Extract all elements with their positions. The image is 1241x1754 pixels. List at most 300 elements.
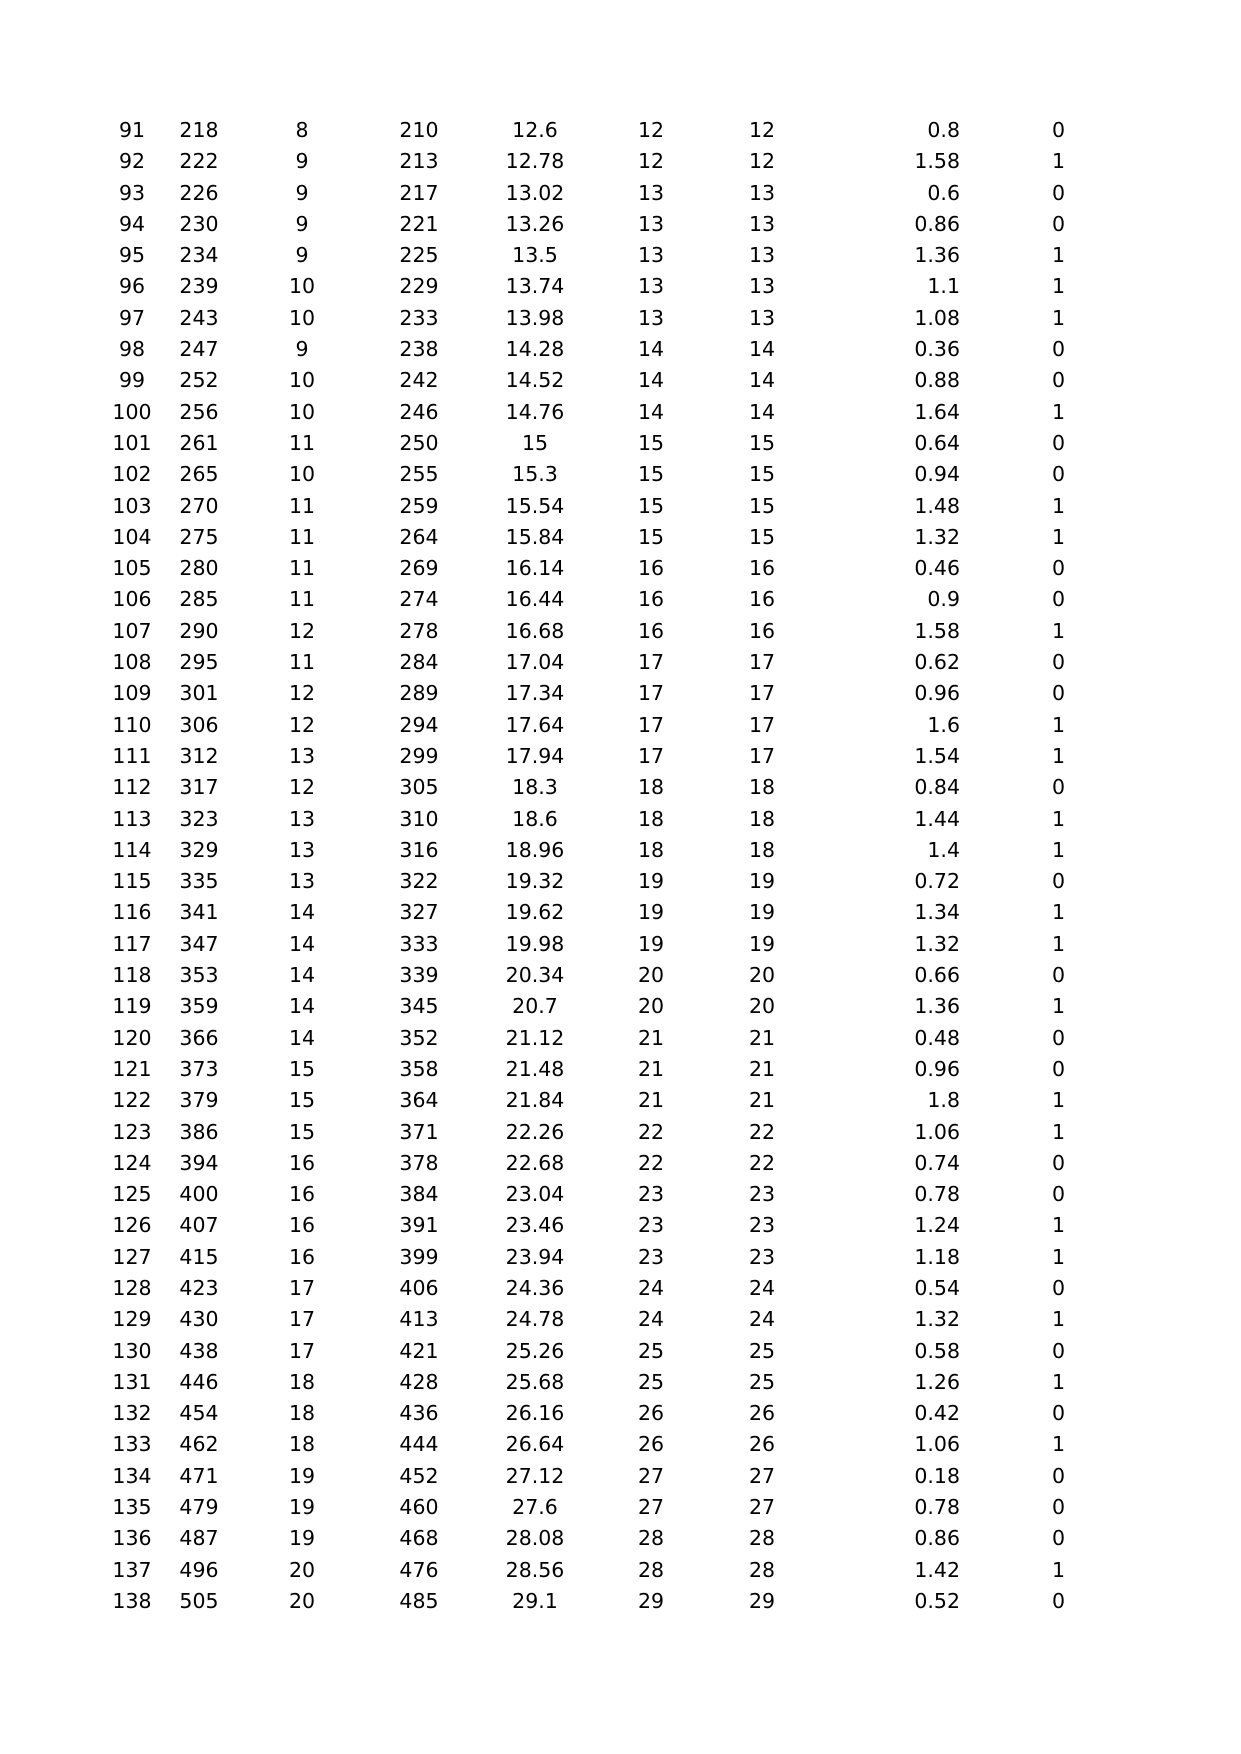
cell-col-flag: 0 [1051, 681, 1065, 706]
table-row [100, 1367, 1065, 1398]
cell-col-g: 18 [748, 806, 776, 831]
cell-col-flag: 0 [1051, 1338, 1065, 1363]
cell-col-flag: 1 [1051, 1432, 1065, 1457]
cell-col-c: 19 [288, 1526, 316, 1551]
cell-col-d: 333 [399, 931, 439, 956]
cell-row-index: 96 [118, 274, 146, 299]
table-row [100, 553, 1065, 584]
cell-col-d: 238 [399, 337, 439, 362]
cell-col-h: 0.78 [914, 1182, 960, 1207]
cell-col-b: 301 [179, 681, 219, 706]
cell-col-f: 16 [637, 556, 665, 581]
cell-col-h: 1.36 [914, 243, 960, 268]
cell-col-c: 19 [288, 1463, 316, 1488]
cell-col-flag: 0 [1051, 430, 1065, 455]
cell-col-g: 21 [748, 1025, 776, 1050]
cell-col-g: 16 [748, 556, 776, 581]
cell-col-d: 468 [399, 1526, 439, 1551]
cell-col-h: 0.72 [914, 869, 960, 894]
cell-col-b: 243 [179, 305, 219, 330]
cell-col-g: 13 [748, 180, 776, 205]
cell-col-d: 345 [399, 994, 439, 1019]
cell-col-f: 18 [637, 775, 665, 800]
cell-col-d: 352 [399, 1025, 439, 1050]
cell-col-c: 12 [288, 712, 316, 737]
cell-row-index: 111 [112, 743, 152, 768]
cell-col-flag: 0 [1051, 650, 1065, 675]
cell-col-flag: 0 [1051, 1526, 1065, 1551]
cell-row-index: 104 [112, 524, 152, 549]
cell-col-d: 428 [399, 1369, 439, 1394]
table-row [100, 365, 1065, 396]
cell-col-g: 29 [748, 1588, 776, 1613]
cell-col-d: 339 [399, 963, 439, 988]
cell-col-f: 14 [637, 399, 665, 424]
cell-col-c: 16 [288, 1182, 316, 1207]
cell-col-b: 423 [179, 1275, 219, 1300]
cell-col-g: 18 [748, 775, 776, 800]
cell-col-g: 17 [748, 650, 776, 675]
cell-col-c: 20 [288, 1588, 316, 1613]
cell-col-e: 20.34 [505, 963, 565, 988]
cell-col-f: 23 [637, 1182, 665, 1207]
cell-row-index: 128 [112, 1275, 152, 1300]
cell-col-h: 1.44 [914, 806, 960, 831]
cell-col-flag: 1 [1051, 618, 1065, 643]
cell-col-e: 14.28 [505, 337, 565, 362]
cell-col-f: 23 [637, 1244, 665, 1269]
cell-col-b: 394 [179, 1150, 219, 1175]
cell-col-f: 17 [637, 650, 665, 675]
cell-col-c: 10 [288, 305, 316, 330]
cell-col-f: 15 [637, 462, 665, 487]
cell-col-g: 13 [748, 211, 776, 236]
cell-col-d: 421 [399, 1338, 439, 1363]
cell-col-f: 27 [637, 1463, 665, 1488]
cell-col-d: 413 [399, 1307, 439, 1332]
cell-col-g: 13 [748, 305, 776, 330]
cell-col-g: 20 [748, 994, 776, 1019]
cell-col-e: 24.78 [505, 1307, 565, 1332]
cell-col-c: 12 [288, 618, 316, 643]
cell-col-f: 23 [637, 1213, 665, 1238]
table-row [100, 866, 1065, 897]
cell-col-flag: 1 [1051, 149, 1065, 174]
cell-col-g: 19 [748, 931, 776, 956]
cell-col-g: 15 [748, 493, 776, 518]
table-row [100, 1148, 1065, 1179]
cell-col-c: 14 [288, 994, 316, 1019]
cell-row-index: 109 [112, 681, 152, 706]
cell-col-flag: 0 [1051, 1495, 1065, 1520]
cell-col-b: 400 [179, 1182, 219, 1207]
table-row [100, 303, 1065, 334]
cell-col-b: 496 [179, 1557, 219, 1582]
cell-col-h: 1.24 [914, 1213, 960, 1238]
cell-col-g: 24 [748, 1275, 776, 1300]
table-row [100, 1273, 1065, 1304]
cell-col-e: 17.34 [505, 681, 565, 706]
table-row [100, 710, 1065, 741]
cell-col-g: 18 [748, 837, 776, 862]
cell-col-flag: 1 [1051, 900, 1065, 925]
table-row [100, 960, 1065, 991]
cell-col-c: 14 [288, 931, 316, 956]
cell-col-h: 0.54 [914, 1275, 960, 1300]
table-row [100, 804, 1065, 835]
cell-col-g: 22 [748, 1150, 776, 1175]
cell-col-d: 305 [399, 775, 439, 800]
table-row [100, 397, 1065, 428]
cell-col-flag: 0 [1051, 1150, 1065, 1175]
cell-col-e: 16.44 [505, 587, 565, 612]
cell-col-h: 1.26 [914, 1369, 960, 1394]
cell-col-f: 18 [637, 806, 665, 831]
cell-col-h: 0.94 [914, 462, 960, 487]
cell-col-b: 438 [179, 1338, 219, 1363]
cell-col-g: 27 [748, 1463, 776, 1488]
table-row [100, 772, 1065, 803]
cell-row-index: 114 [112, 837, 152, 862]
cell-row-index: 136 [112, 1526, 152, 1551]
cell-col-h: 1.58 [914, 618, 960, 643]
cell-col-flag: 1 [1051, 837, 1065, 862]
table-row [100, 929, 1065, 960]
cell-col-h: 0.9 [927, 587, 960, 612]
cell-col-f: 18 [637, 837, 665, 862]
cell-col-c: 11 [288, 493, 316, 518]
cell-col-g: 12 [748, 149, 776, 174]
cell-row-index: 95 [118, 243, 146, 268]
cell-col-h: 0.6 [927, 180, 960, 205]
cell-col-e: 18.96 [505, 837, 565, 862]
cell-col-g: 27 [748, 1495, 776, 1520]
cell-col-d: 316 [399, 837, 439, 862]
cell-col-d: 255 [399, 462, 439, 487]
table-row [100, 584, 1065, 615]
cell-row-index: 102 [112, 462, 152, 487]
cell-col-e: 19.32 [505, 869, 565, 894]
cell-col-e: 17.64 [505, 712, 565, 737]
cell-row-index: 123 [112, 1119, 152, 1144]
cell-col-b: 487 [179, 1526, 219, 1551]
cell-col-h: 0.46 [914, 556, 960, 581]
cell-col-flag: 0 [1051, 1025, 1065, 1050]
cell-col-h: 1.58 [914, 149, 960, 174]
cell-col-d: 378 [399, 1150, 439, 1175]
cell-col-d: 436 [399, 1401, 439, 1426]
cell-col-f: 13 [637, 180, 665, 205]
cell-row-index: 124 [112, 1150, 152, 1175]
cell-col-c: 11 [288, 650, 316, 675]
cell-col-h: 1.54 [914, 743, 960, 768]
cell-col-f: 13 [637, 243, 665, 268]
cell-col-b: 265 [179, 462, 219, 487]
cell-col-flag: 1 [1051, 1244, 1065, 1269]
cell-col-flag: 0 [1051, 1401, 1065, 1426]
cell-row-index: 105 [112, 556, 152, 581]
cell-row-index: 101 [112, 430, 152, 455]
table-row [100, 115, 1065, 146]
table-row [100, 1210, 1065, 1241]
cell-col-b: 359 [179, 994, 219, 1019]
cell-col-b: 226 [179, 180, 219, 205]
cell-col-c: 20 [288, 1557, 316, 1582]
cell-col-e: 19.98 [505, 931, 565, 956]
cell-col-e: 23.04 [505, 1182, 565, 1207]
cell-col-c: 18 [288, 1432, 316, 1457]
cell-col-d: 322 [399, 869, 439, 894]
cell-col-b: 218 [179, 118, 219, 142]
cell-col-h: 0.58 [914, 1338, 960, 1363]
cell-col-f: 19 [637, 931, 665, 956]
cell-col-f: 14 [637, 337, 665, 362]
cell-col-c: 13 [288, 743, 316, 768]
cell-col-c: 13 [288, 837, 316, 862]
cell-col-h: 0.36 [914, 337, 960, 362]
cell-col-h: 0.74 [914, 1150, 960, 1175]
cell-col-e: 22.26 [505, 1119, 565, 1144]
cell-row-index: 106 [112, 587, 152, 612]
cell-col-b: 312 [179, 743, 219, 768]
cell-col-flag: 1 [1051, 1307, 1065, 1332]
table-row [100, 1523, 1065, 1554]
cell-col-h: 1.06 [914, 1432, 960, 1457]
cell-col-e: 12.78 [505, 149, 565, 174]
cell-col-e: 13.5 [512, 243, 558, 268]
cell-col-c: 9 [295, 211, 309, 236]
cell-col-c: 12 [288, 681, 316, 706]
cell-col-g: 16 [748, 618, 776, 643]
cell-col-d: 278 [399, 618, 439, 643]
table-row [100, 1398, 1065, 1429]
cell-row-index: 134 [112, 1463, 152, 1488]
cell-row-index: 117 [112, 931, 152, 956]
cell-col-flag: 0 [1051, 775, 1065, 800]
cell-col-d: 364 [399, 1088, 439, 1113]
cell-col-e: 18.6 [512, 806, 558, 831]
cell-col-h: 0.66 [914, 963, 960, 988]
cell-row-index: 116 [112, 900, 152, 925]
cell-col-c: 10 [288, 274, 316, 299]
cell-col-flag: 0 [1051, 1056, 1065, 1081]
table-row [100, 1242, 1065, 1273]
cell-col-flag: 0 [1051, 1275, 1065, 1300]
cell-col-flag: 0 [1051, 963, 1065, 988]
cell-col-b: 505 [179, 1588, 219, 1613]
cell-col-c: 9 [295, 180, 309, 205]
cell-col-d: 399 [399, 1244, 439, 1269]
cell-col-c: 17 [288, 1338, 316, 1363]
cell-col-h: 1.42 [914, 1557, 960, 1582]
cell-col-d: 221 [399, 211, 439, 236]
cell-col-f: 26 [637, 1401, 665, 1426]
cell-col-flag: 0 [1051, 337, 1065, 362]
cell-col-g: 17 [748, 712, 776, 737]
cell-col-h: 1.32 [914, 1307, 960, 1332]
cell-col-flag: 1 [1051, 274, 1065, 299]
table-row [100, 616, 1065, 647]
cell-row-index: 125 [112, 1182, 152, 1207]
cell-col-f: 24 [637, 1307, 665, 1332]
cell-col-f: 17 [637, 712, 665, 737]
cell-col-f: 15 [637, 430, 665, 455]
table-row [100, 991, 1065, 1022]
cell-col-d: 444 [399, 1432, 439, 1457]
cell-col-f: 26 [637, 1432, 665, 1457]
cell-col-f: 20 [637, 994, 665, 1019]
cell-row-index: 99 [118, 368, 146, 393]
cell-col-flag: 1 [1051, 1369, 1065, 1394]
cell-col-h: 0.96 [914, 1056, 960, 1081]
table-row [100, 1429, 1065, 1460]
cell-col-d: 327 [399, 900, 439, 925]
table-row [100, 1492, 1065, 1523]
cell-col-e: 13.74 [505, 274, 565, 299]
cell-col-e: 13.02 [505, 180, 565, 205]
cell-row-index: 103 [112, 493, 152, 518]
cell-row-index: 126 [112, 1213, 152, 1238]
cell-col-h: 1.36 [914, 994, 960, 1019]
data-table [100, 115, 1065, 1617]
cell-col-h: 1.48 [914, 493, 960, 518]
cell-col-d: 233 [399, 305, 439, 330]
cell-col-e: 23.46 [505, 1213, 565, 1238]
cell-col-c: 11 [288, 556, 316, 581]
cell-col-h: 0.62 [914, 650, 960, 675]
cell-col-c: 11 [288, 587, 316, 612]
cell-col-g: 17 [748, 681, 776, 706]
cell-col-flag: 0 [1051, 211, 1065, 236]
cell-col-h: 1.6 [927, 712, 960, 737]
cell-col-c: 13 [288, 806, 316, 831]
cell-col-c: 17 [288, 1275, 316, 1300]
cell-col-d: 250 [399, 430, 439, 455]
cell-col-f: 21 [637, 1088, 665, 1113]
table-row [100, 146, 1065, 177]
cell-col-g: 23 [748, 1213, 776, 1238]
cell-col-flag: 0 [1051, 462, 1065, 487]
cell-col-f: 24 [637, 1275, 665, 1300]
cell-col-d: 229 [399, 274, 439, 299]
cell-col-d: 391 [399, 1213, 439, 1238]
cell-col-flag: 1 [1051, 806, 1065, 831]
cell-col-d: 406 [399, 1275, 439, 1300]
cell-row-index: 92 [118, 149, 146, 174]
cell-col-flag: 0 [1051, 1182, 1065, 1207]
cell-col-h: 1.18 [914, 1244, 960, 1269]
cell-col-d: 225 [399, 243, 439, 268]
cell-col-g: 23 [748, 1182, 776, 1207]
cell-col-e: 21.84 [505, 1088, 565, 1113]
cell-col-flag: 1 [1051, 1119, 1065, 1144]
cell-col-d: 476 [399, 1557, 439, 1582]
cell-col-f: 17 [637, 743, 665, 768]
cell-col-c: 16 [288, 1244, 316, 1269]
cell-col-e: 15.54 [505, 493, 565, 518]
cell-row-index: 110 [112, 712, 152, 737]
cell-col-f: 16 [637, 587, 665, 612]
cell-col-e: 21.48 [505, 1056, 565, 1081]
cell-col-b: 270 [179, 493, 219, 518]
cell-col-g: 26 [748, 1401, 776, 1426]
cell-col-h: 1.32 [914, 931, 960, 956]
cell-col-flag: 0 [1051, 368, 1065, 393]
cell-row-index: 133 [112, 1432, 152, 1457]
cell-col-d: 217 [399, 180, 439, 205]
cell-col-d: 289 [399, 681, 439, 706]
cell-col-d: 460 [399, 1495, 439, 1520]
cell-col-f: 20 [637, 963, 665, 988]
cell-col-b: 323 [179, 806, 219, 831]
cell-row-index: 97 [118, 305, 146, 330]
cell-col-h: 0.96 [914, 681, 960, 706]
cell-col-d: 264 [399, 524, 439, 549]
cell-col-b: 247 [179, 337, 219, 362]
table-row [100, 1117, 1065, 1148]
cell-col-flag: 1 [1051, 243, 1065, 268]
cell-col-e: 27.12 [505, 1463, 565, 1488]
cell-col-f: 28 [637, 1526, 665, 1551]
cell-col-f: 17 [637, 681, 665, 706]
cell-col-g: 14 [748, 337, 776, 362]
cell-col-flag: 1 [1051, 305, 1065, 330]
cell-col-d: 246 [399, 399, 439, 424]
cell-col-d: 485 [399, 1588, 439, 1613]
cell-col-g: 20 [748, 963, 776, 988]
cell-col-g: 17 [748, 743, 776, 768]
cell-col-g: 21 [748, 1088, 776, 1113]
cell-col-h: 0.86 [914, 1526, 960, 1551]
cell-col-c: 13 [288, 869, 316, 894]
cell-col-f: 21 [637, 1056, 665, 1081]
cell-col-flag: 1 [1051, 994, 1065, 1019]
cell-col-h: 0.8 [927, 118, 960, 142]
cell-col-b: 280 [179, 556, 219, 581]
cell-col-flag: 1 [1051, 1088, 1065, 1113]
cell-row-index: 137 [112, 1557, 152, 1582]
cell-col-c: 9 [295, 337, 309, 362]
cell-col-flag: 0 [1051, 1463, 1065, 1488]
cell-col-f: 22 [637, 1150, 665, 1175]
cell-row-index: 98 [118, 337, 146, 362]
cell-col-g: 12 [748, 118, 776, 142]
cell-col-f: 21 [637, 1025, 665, 1050]
cell-col-c: 10 [288, 462, 316, 487]
cell-col-e: 23.94 [505, 1244, 565, 1269]
cell-row-index: 100 [112, 399, 152, 424]
cell-col-b: 446 [179, 1369, 219, 1394]
cell-col-flag: 1 [1051, 1557, 1065, 1582]
cell-col-h: 1.4 [927, 837, 960, 862]
cell-col-c: 15 [288, 1119, 316, 1144]
cell-col-c: 10 [288, 399, 316, 424]
cell-col-flag: 0 [1051, 587, 1065, 612]
cell-col-e: 14.76 [505, 399, 565, 424]
cell-row-index: 94 [118, 211, 146, 236]
cell-col-b: 454 [179, 1401, 219, 1426]
cell-col-b: 285 [179, 587, 219, 612]
cell-col-b: 317 [179, 775, 219, 800]
cell-col-f: 29 [637, 1588, 665, 1613]
cell-col-f: 14 [637, 368, 665, 393]
cell-col-e: 13.98 [505, 305, 565, 330]
cell-col-e: 19.62 [505, 900, 565, 925]
cell-col-c: 14 [288, 900, 316, 925]
table-row [100, 1023, 1065, 1054]
cell-col-c: 17 [288, 1307, 316, 1332]
cell-col-e: 21.12 [505, 1025, 565, 1050]
